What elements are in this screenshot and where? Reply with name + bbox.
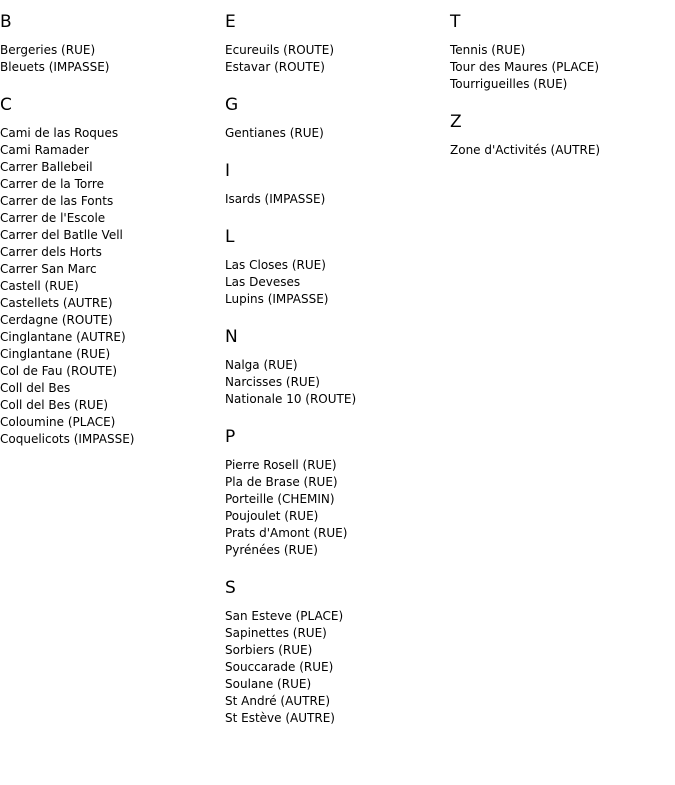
section-letter-heading: C: [0, 95, 12, 115]
street-list-item: San Esteve (PLACE): [225, 609, 344, 623]
letter-group-g: [225, 95, 450, 142]
section-letter-heading: N: [225, 327, 238, 347]
street-list-item: Coloumine (PLACE): [0, 415, 116, 429]
section-letter-heading: S: [225, 578, 236, 598]
street-list-item: Prats d'Amont (RUE): [225, 526, 348, 540]
street-list: [225, 257, 450, 308]
street-list-item: Estavar (ROUTE): [225, 60, 325, 74]
street-list-item: Nationale 10 (ROUTE): [225, 392, 357, 406]
street-list-item: Cinglantane (AUTRE): [0, 330, 126, 344]
street-list-item: Cami Ramader: [0, 143, 89, 157]
street-list-item: Pyrénées (RUE): [225, 543, 318, 557]
index-column-2: [225, 0, 450, 727]
street-list-item: Nalga (RUE): [225, 358, 298, 372]
street-list: [225, 42, 450, 76]
street-list: [225, 608, 450, 727]
street-list-item: Souccarade (RUE): [225, 660, 334, 674]
street-list-item: Coquelicots (IMPASSE): [0, 432, 135, 446]
street-list-item: Bleuets (IMPASSE): [0, 60, 110, 74]
street-list-item: Bergeries (RUE): [0, 43, 96, 57]
section-letter-heading: P: [225, 427, 236, 447]
section-letter-heading: E: [225, 12, 236, 32]
street-list-item: Sorbiers (RUE): [225, 643, 313, 657]
letter-group-p: [225, 427, 450, 559]
street-list-item: Coll del Bes: [0, 381, 71, 395]
street-list: [225, 457, 450, 559]
street-list-item: Soulane (RUE): [225, 677, 312, 691]
street-list-item: Carrer de l'Escole: [0, 211, 106, 225]
street-list-item: Pla de Brase (RUE): [225, 475, 338, 489]
section-letter-heading: L: [225, 227, 235, 247]
section-letter-heading: T: [450, 12, 461, 32]
letter-group-b: [0, 12, 225, 76]
street-list-item: Pierre Rosell (RUE): [225, 458, 337, 472]
letter-group-e: [225, 12, 450, 76]
street-list-item: Las Closes (RUE): [225, 258, 326, 272]
street-list-item: Porteille (CHEMIN): [225, 492, 335, 506]
street-list-item: Tourrigueilles (RUE): [450, 77, 568, 91]
letter-group-l: [225, 227, 450, 308]
street-list-item: Zone d'Activités (AUTRE): [450, 143, 601, 157]
street-list: [0, 125, 225, 448]
street-list-item: Carrer del Batlle Vell: [0, 228, 123, 242]
street-list: [450, 42, 675, 93]
street-list-item: Sapinettes (RUE): [225, 626, 327, 640]
street-list: [450, 142, 675, 159]
street-list: [225, 125, 450, 142]
street-list: [0, 42, 225, 76]
street-list: [225, 191, 450, 208]
street-list-item: Carrer Ballebeil: [0, 160, 93, 174]
street-list-item: Las Deveses: [225, 275, 301, 289]
street-list-item: Carrer de las Fonts: [0, 194, 114, 208]
street-list-item: Carrer San Marc: [0, 262, 97, 276]
street-list-item: Castellets (AUTRE): [0, 296, 113, 310]
street-list-item: Carrer de la Torre: [0, 177, 104, 191]
street-list-item: Gentianes (RUE): [225, 126, 324, 140]
section-letter-heading: B: [0, 12, 12, 32]
street-list-item: Cami de las Roques: [0, 126, 119, 140]
section-letter-heading: I: [225, 161, 231, 181]
street-list-item: Lupins (IMPASSE): [225, 292, 329, 306]
letter-group-i: [225, 161, 450, 208]
letter-group-t: [450, 12, 675, 93]
index-column-1: [0, 0, 225, 448]
street-list-item: Carrer dels Horts: [0, 245, 102, 259]
street-list-item: Ecureuils (ROUTE): [225, 43, 335, 57]
letter-group-z: [450, 112, 675, 159]
index-column-3: [450, 0, 675, 159]
street-list-item: Cinglantane (RUE): [0, 347, 111, 361]
letter-group-c: [0, 95, 225, 448]
street-list-item: Tennis (RUE): [450, 43, 526, 57]
letter-group-n: [225, 327, 450, 408]
street-list-item: Castell (RUE): [0, 279, 79, 293]
section-letter-heading: Z: [450, 112, 462, 132]
street-list-item: Isards (IMPASSE): [225, 192, 326, 206]
section-letter-heading: G: [225, 95, 239, 115]
street-list-item: St Estève (AUTRE): [225, 711, 335, 725]
street-list-item: Cerdagne (ROUTE): [0, 313, 113, 327]
letter-group-s: [225, 578, 450, 727]
street-list-item: Coll del Bes (RUE): [0, 398, 109, 412]
street-list-item: Narcisses (RUE): [225, 375, 320, 389]
street-list-item: Tour des Maures (PLACE): [450, 60, 600, 74]
street-list: [225, 357, 450, 408]
street-list-item: St André (AUTRE): [225, 694, 331, 708]
street-list-item: Poujoulet (RUE): [225, 509, 319, 523]
street-list-item: Col de Fau (ROUTE): [0, 364, 118, 378]
